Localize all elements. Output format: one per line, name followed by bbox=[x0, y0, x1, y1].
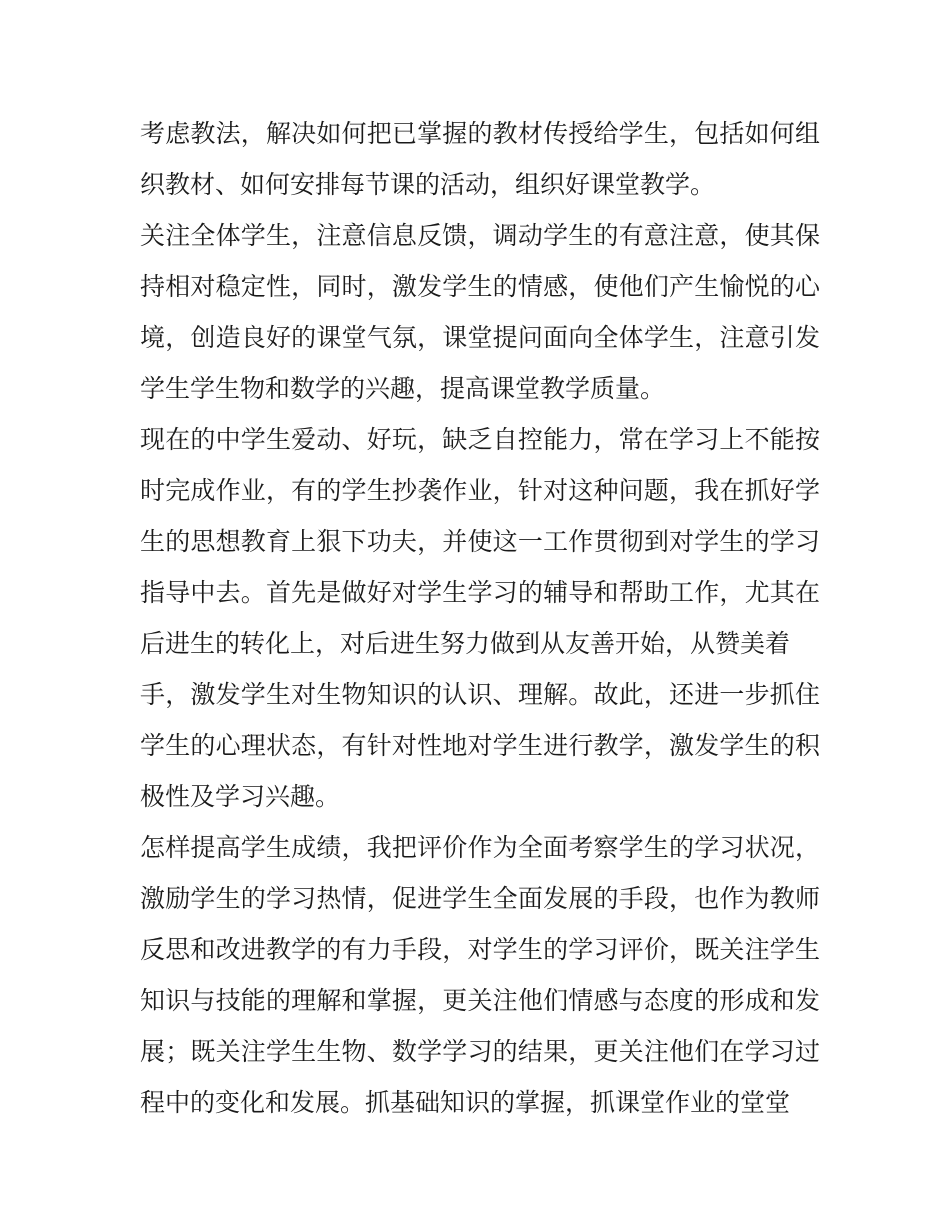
text-line: 极性及学习兴趣。 bbox=[140, 782, 341, 811]
text-line: 怎样提高学生成绩，我把评价作为全面考察学生的学习状况， bbox=[140, 833, 820, 862]
text-line: 织教材、如何安排每节课的活动，组织好课堂教学。 bbox=[140, 170, 716, 199]
text-line: 指导中去。首先是做好对学生学习的辅导和帮助工作，尤其在 bbox=[140, 578, 820, 607]
text-line: 手，激发学生对生物知识的认识、理解。故此，还进一步抓住 bbox=[140, 680, 820, 709]
text-line: 学生的心理状态，有针对性地对学生进行教学，激发学生的积 bbox=[140, 731, 820, 760]
text-line: 境，创造良好的课堂气氛，课堂提问面向全体学生，注意引发 bbox=[140, 323, 820, 352]
text-line: 学生学生物和数学的兴趣，提高课堂教学质量。 bbox=[140, 374, 666, 403]
text-line: 后进生的转化上，对后进生努力做到从友善开始，从赞美着 bbox=[140, 629, 791, 658]
text-line: 生的思想教育上狠下功夫，并使这一工作贯彻到对学生的学习 bbox=[140, 527, 820, 556]
text-line: 现在的中学生爱动、好玩，缺乏自控能力，常在学习上不能按 bbox=[140, 425, 820, 454]
text-line: 考虑教法，解决如何把已掌握的教材传授给学生，包括如何组 bbox=[140, 119, 820, 148]
text-line: 关注全体学生，注意信息反馈，调动学生的有意注意，使其保 bbox=[140, 221, 820, 250]
text-line: 知识与技能的理解和掌握，更关注他们情感与态度的形成和发 bbox=[140, 986, 820, 1015]
text-line: 激励学生的学习热情，促进学生全面发展的手段，也作为教师 bbox=[140, 884, 820, 913]
text-line: 时完成作业，有的学生抄袭作业，针对这种问题，我在抓好学 bbox=[140, 476, 820, 505]
text-line: 持相对稳定性，同时，激发学生的情感，使他们产生愉悦的心 bbox=[140, 272, 820, 301]
text-line: 展；既关注学生生物、数学学习的结果，更关注他们在学习过 bbox=[140, 1037, 820, 1066]
text-line: 程中的变化和发展。抓基础知识的掌握，抓课堂作业的堂堂 bbox=[140, 1088, 791, 1117]
document-body bbox=[140, 108, 820, 1128]
text-line: 反思和改进教学的有力手段，对学生的学习评价，既关注学生 bbox=[140, 935, 820, 964]
